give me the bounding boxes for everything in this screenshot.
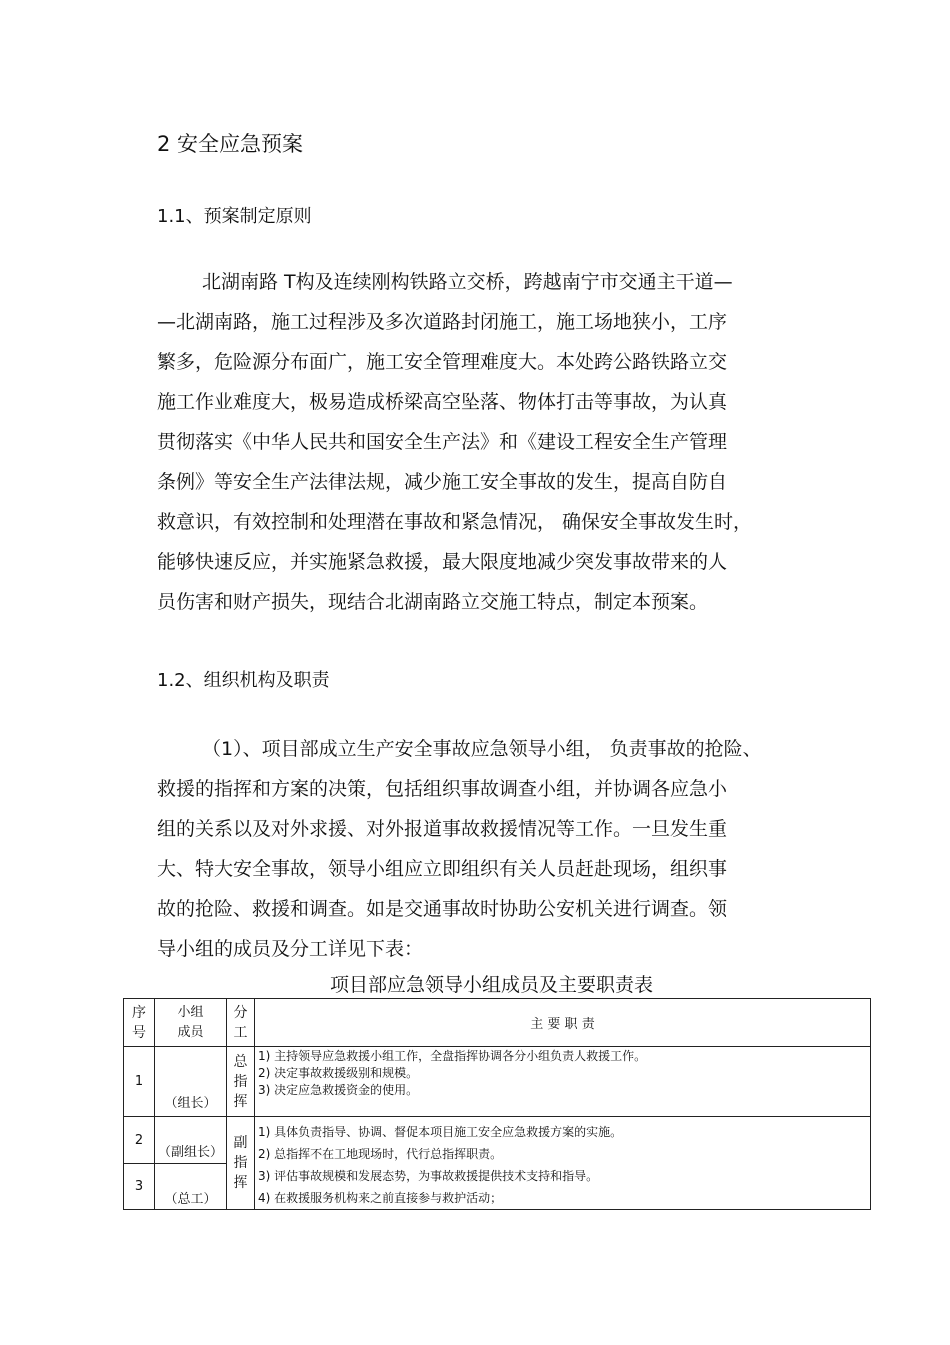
text-line: （1）、项目部成立生产安全事故应急领导小组， 负责事故的抢险、 [202, 738, 762, 760]
text-line: 导小组的成员及分工详见下表： [157, 938, 424, 960]
text-line: 组的关系以及对外求援、对外报道事故救援情况等工作。一旦发生重 [157, 818, 728, 840]
table-header-row [124, 999, 871, 1047]
text-line: 大、特大安全事故，领导小组应立即组织有关人员赶赴现场，组织事 [157, 858, 728, 880]
text-line: 员伤害和财产损失，现结合北湖南路立交施工特点，制定本预案。 [157, 591, 709, 613]
row-member: （副组长） [155, 1117, 227, 1164]
row-duties: 1) 具体负责指导、协调、督促本项目施工安全应急救援方案的实施。 2) 总指挥不在工地现场时，代行总指挥职责。 3) 评估事故规模和发展态势，为事故救援提供技术支持和指导。 4) 在救援服务机构来之前直接参与救护活动； [255, 1117, 871, 1210]
row-member: （总工） [155, 1164, 227, 1210]
header-duties: 主 要 职 责 [255, 999, 871, 1047]
row-duties: 1) 主持领导应急救援小组工作，全盘指挥协调各分小组负责人救援工作。 2) 决定事故救援级别和规模。 3) 决定应急救援资金的使用。 [255, 1047, 871, 1117]
row-no: 1 [124, 1047, 155, 1117]
header-no: 序 号 [124, 999, 155, 1047]
row-no: 2 [124, 1117, 155, 1164]
text-line: —北湖南路，施工过程涉及多次道路封闭施工，施工场地狭小，工序 [157, 311, 728, 333]
leadership-table [123, 998, 871, 1210]
header-member: 小组 成员 [155, 999, 227, 1047]
row-no: 3 [124, 1164, 155, 1210]
row-member: （组长） [155, 1047, 227, 1117]
page-title: 2 安全应急预案 [157, 132, 304, 156]
paragraph-organization [157, 729, 837, 969]
table-row [124, 1117, 871, 1164]
text-line: 故的抢险、救援和调查。如是交通事故时协助公安机关进行调查。领 [157, 898, 728, 920]
text-line: 繁多，危险源分布面广，施工安全管理难度大。本处跨公路铁路立交 [157, 351, 728, 373]
table-caption: 项目部应急领导小组成员及主要职责表 [330, 974, 654, 996]
text-line: 救援的指挥和方案的决策，包括组织事故调查小组，并协调各应急小 [157, 778, 728, 800]
text-line: 救意识，有效控制和处理潜在事故和紧急情况， 确保安全事故发生时， [157, 511, 753, 533]
section-heading-organization: 1.2、组织机构及职责 [157, 670, 330, 691]
table-row [124, 1047, 871, 1117]
text-line: 施工作业难度大，极易造成桥梁高空坠落、物体打击等事故，为认真 [157, 391, 728, 413]
paragraph-principles [157, 262, 837, 622]
row-role: 总 指 挥 [227, 1047, 255, 1117]
text-line: 条例》等安全生产法律法规，减少施工安全事故的发生，提高自防自 [157, 471, 728, 493]
row-role: 副 指 挥 [227, 1117, 255, 1210]
text-line: 贯彻落实《中华人民共和国安全生产法》和《建设工程安全生产管理 [157, 431, 728, 453]
text-line: 能够快速反应，并实施紧急救援，最大限度地减少突发事故带来的人 [157, 551, 728, 573]
header-role: 分 工 [227, 999, 255, 1047]
section-heading-principles: 1.1、预案制定原则 [157, 206, 312, 227]
text-line: 北湖南路 T构及连续刚构铁路立交桥，跨越南宁市交通主干道— [202, 271, 733, 293]
